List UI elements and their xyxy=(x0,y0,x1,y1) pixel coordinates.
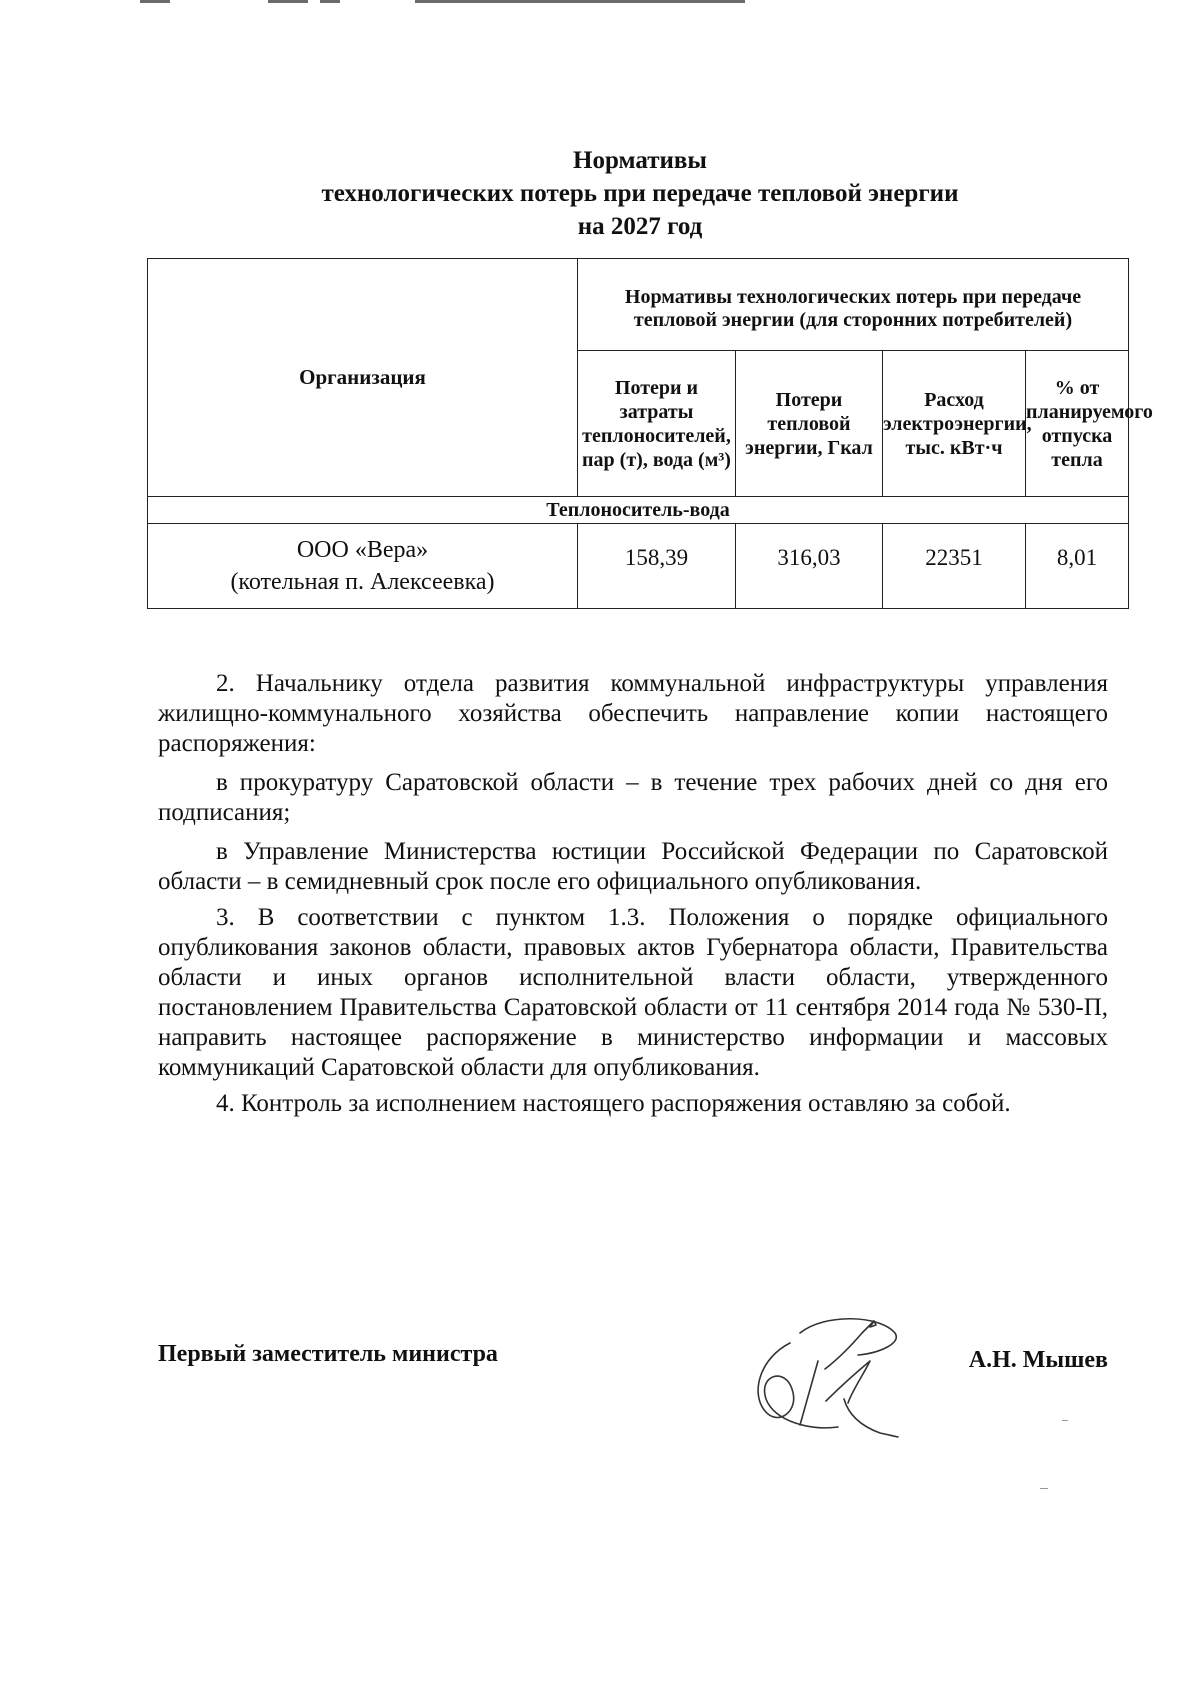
title-line-2: технологических потерь при передаче тепловой энергии xyxy=(321,180,959,207)
org-boiler: (котельная п. Алексеевка) xyxy=(230,569,495,595)
column-header-electricity: Расход электроэнергии, тыс. кВт·ч xyxy=(883,351,1026,497)
paragraph-2-justice: в Управление Министерства юстиции Российской Федерации по Саратовской области – в семидневный срок после его официального опубликования. xyxy=(158,838,1108,895)
value-coolant-losses: 158,39 xyxy=(578,524,736,609)
signatory-position: Первый заместитель министра xyxy=(158,1341,498,1367)
handwritten-signature xyxy=(730,1303,910,1443)
org-column-header: Организация xyxy=(148,259,578,497)
table-row xyxy=(148,524,1129,609)
org-cell xyxy=(148,524,578,609)
signatory-name: А.Н. Мышев xyxy=(968,1347,1108,1373)
signature-block xyxy=(158,1335,1108,1435)
scan-artifact-top xyxy=(140,0,760,4)
title-line-1: Нормативы xyxy=(573,147,707,174)
document-title xyxy=(140,144,1140,243)
column-header-coolant-losses: Потери и затраты теплоносителей, пар (т), вода (м³) xyxy=(578,351,736,497)
title-line-3: на 2027 год xyxy=(577,213,703,240)
value-percent: 8,01 xyxy=(1026,524,1129,609)
norms-table xyxy=(147,258,1153,609)
column-header-percent: % от планируемого отпуска тепла xyxy=(1026,351,1129,497)
document-body xyxy=(158,669,1108,1119)
column-header-heat-losses: Потери тепловой энергии, Гкал xyxy=(736,351,883,497)
section-row-coolant-water: Теплоноситель-вода xyxy=(148,497,1129,524)
paragraph-4: 4. Контроль за исполнением настоящего распоряжения оставляю за собой. xyxy=(216,1090,1011,1117)
value-electricity: 22351 xyxy=(883,524,1026,609)
value-heat-losses: 316,03 xyxy=(736,524,883,609)
scan-speck xyxy=(1062,1420,1068,1421)
paragraph-2: 2. Начальнику отдела развития коммунальной инфраструктуры управления жилищно-коммунального хозяйства обеспечить направление копии настоящего распоряжения: xyxy=(158,670,1108,757)
scan-speck xyxy=(1040,1488,1048,1489)
group-header: Нормативы технологических потерь при передаче тепловой энергии (для сторонних потребителей) xyxy=(578,259,1129,351)
paragraph-2-prosecutor: в прокуратуру Саратовской области – в течение трех рабочих дней со дня его подписания; xyxy=(158,769,1108,826)
paragraph-3: 3. В соответствии с пунктом 1.3. Положения о порядке официального опубликования законов области, правовых актов Губернатора области, Правительства области и иных органов исполнительной власти области, утвержденного постановлением Правительства Саратовской области от 11 сентября 2014 года № 530-П, направить настоящее распоряжение в министерство информации и массовых коммуникаций Саратовской области для опубликования. xyxy=(158,904,1108,1081)
org-name: ООО «Вера» xyxy=(296,537,429,563)
